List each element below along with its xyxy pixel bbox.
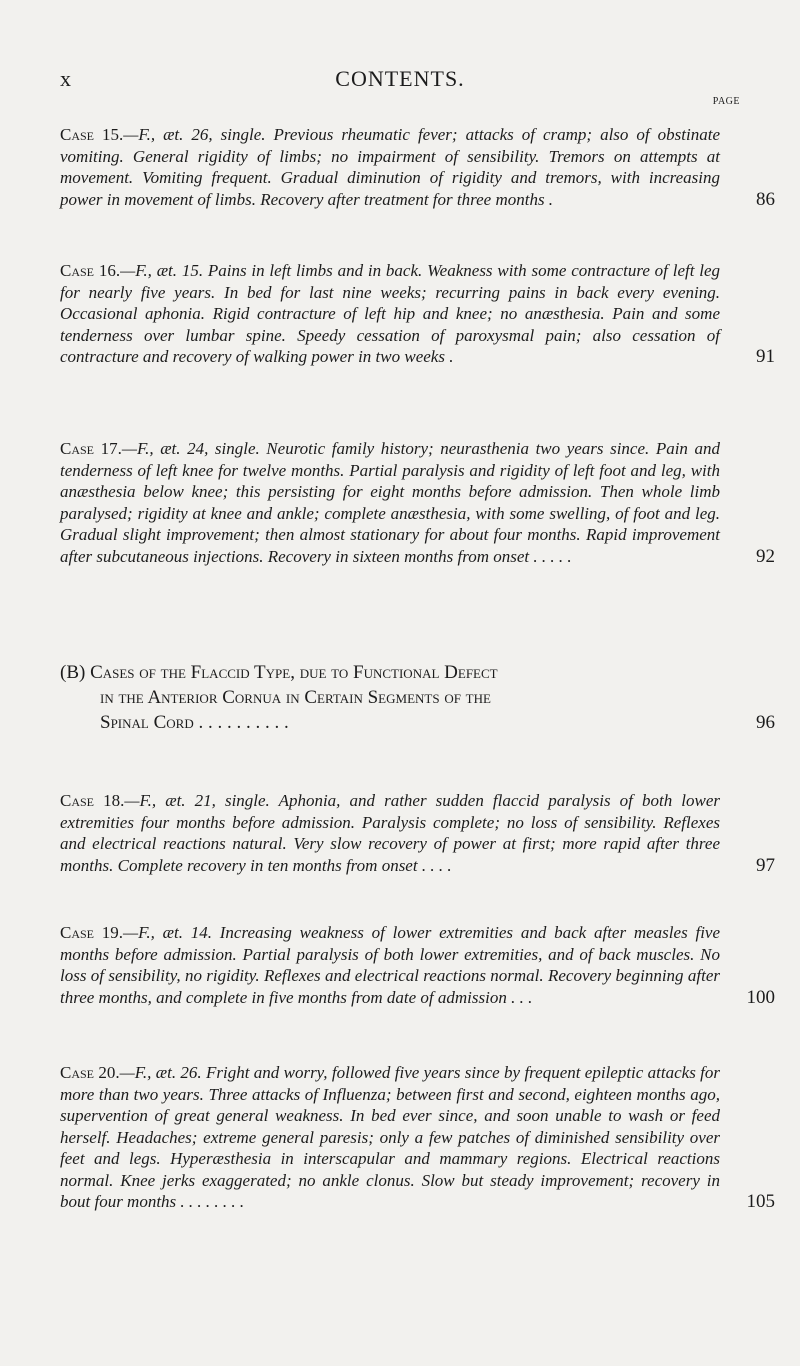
page-number: 105 — [746, 1191, 775, 1212]
case-entry — [60, 124, 775, 210]
folio-number: x — [60, 66, 71, 91]
running-head: CONTENTS. — [335, 66, 465, 91]
page-number: 96 — [756, 712, 775, 733]
case-text: Case 16.—F., æt. 15. Pains in left limbs and in back. Weakness with some contracture of left leg for nearly five years. In bed for last nine weeks; recurring pains in back every evening. Occasional aphonia. Rigid contracture of left hip and knee; no anæsthesia. Pain and some tenderness over lumbar spine. Speedy cessation of paroxysmal pain; also cessation of contracture and recovery of walking power in two weeks . — [60, 261, 721, 366]
page-number: 100 — [746, 986, 775, 1008]
case-entry — [60, 1062, 775, 1213]
case-text: Case 17.—F., æt. 24, single. Neurotic family history; neurasthenia two years since. Pain and tenderness of left knee for twelve months. Partial paralysis and rigidity of left foot and leg, with anæsthesia below knee; this persisting for eight months before admission. Then whole limb paralysed; rigidity at knee and ankle; complete anæsthesia, with some swelling, of foot and leg. Gradual slight improvement; then almost stationary for about four months. Rapid improvement after subcutaneous injections. Recovery in sixteen months from onset . . . . . — [60, 439, 720, 566]
case-text: Case 19.—F., æt. 14. Increasing weakness of lower extremities and back after measles five months before admission. Partial paralysis of both lower extremities, and of back muscles. No loss of sensibility, no rigidity. Reflexes and electrical reactions normal. Recovery beginning after three months, and complete in five months from date of admission . . . — [60, 923, 721, 1007]
page-number: 92 — [756, 545, 775, 567]
page-number: 91 — [756, 346, 775, 367]
case-entry — [60, 438, 775, 567]
case-text: Case 18.—F., æt. 21, single. Aphonia, and rather sudden flaccid paralysis of both lower extremities four months before admission. Paralysis complete; no loss of sensibility. Reflexes and electrical reactions natural. Very slow recovery of power at first; more rapid after three months. Complete recovery in ten months from onset . . . . — [60, 791, 720, 875]
page-number: 86 — [756, 188, 775, 210]
section-heading: (B) Cases of the Flaccid Type, due to Functional Defect in the Anterior Cornua in Certain Segments of the Spinal Cord . . . . . . . . . . 96 — [60, 662, 775, 733]
case-entry — [60, 260, 775, 368]
case-entry — [60, 790, 775, 876]
case-entry — [60, 922, 775, 1008]
case-text: Case 15.—F., æt. 26, single. Previous rheumatic fever; attacks of cramp; also of obstinate vomiting. General rigidity of limbs; no impairment of sensibility. Tremors on attempts at movement. Vomiting frequent. Gradual diminution of rigidity and tremors, with increasing power in movement of limbs. Recovery after treatment for three months . — [60, 125, 720, 209]
case-text: Case 20.—F., æt. 26. Fright and worry, followed five years since by frequent epileptic attacks for more than two years. Three attacks of Influenza; between first and second, eighteen months ago, supervention of great general weakness. In bed ever since, and soon unable to wash or feed herself. Headaches; extreme general paresis; only a few patches of diminished sensibility over feet and legs. Hyperæsthesia in interscapular and mammary regions. Electrical reactions normal. Knee jerks exaggerated; no ankle clonus. Slow but steady improvement; recovery in bout four months . . . . . . . . — [60, 1063, 720, 1211]
page-column-label: PAGE — [712, 96, 740, 107]
page-number: 97 — [756, 854, 775, 876]
